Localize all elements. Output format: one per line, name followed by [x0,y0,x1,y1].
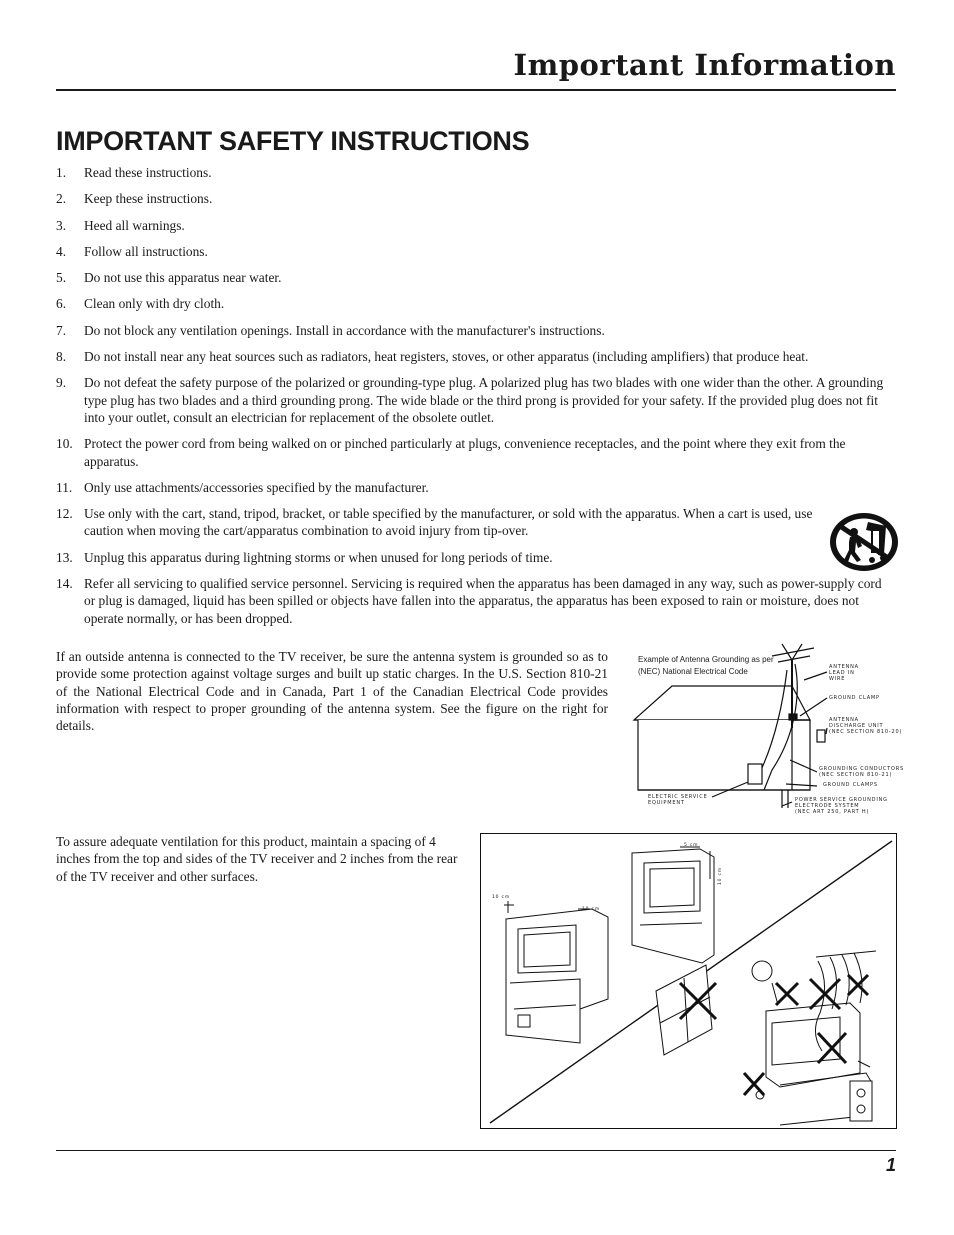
list-item: 14. Refer all servicing to qualified service personnel. Servicing is required when the apparatus has been damaged in any way, such as power-supply cord or plug is damaged, liquid has been spilled or objects have fallen into the apparatus, the apparatus has been exposed to rain or moisture, does not operate normally, or has been dropped. [56,576,882,626]
section-title: IMPORTANT SAFETY INSTRUCTIONS [56,126,530,156]
list-item: 7. Do not block any ventilation openings. Install in accordance with the manufacturer's instructions. [56,322,605,338]
list-item: 2. Keep these instructions. [56,191,213,207]
list-item: 9. Do not defeat the safety purpose of the polarized or grounding-type plug. A polarized plug has two blades with one wider than the other. A grounding type plug has two blades and a third grounding prong. The wide blade or the third prong is provided for your safety. If the provided plug does not fit into your outlet, consult an electrician for replacement of the obsolete outlet. [56,375,884,425]
ventilation-paragraph: To assure adequate ventilation for this product, maintain a spacing of 4 inches from the top and sides of the TV receiver and 2 inches from the rear of the TV receiver and other surfaces. [56,834,458,884]
antenna-grounding-paragraph: If an outside antenna is connected to the TV receiver, be sure the antenna system is grounded so as to provide some protection against voltage surges and built up static charges. In the U.S. Section 810-21 of the National Electrical Code and in Canada, Part 1 of the Canadian Electrical Code provides information with respect to proper grounding of the antenna system. See the figure on the right for details. [56,649,608,734]
list-item: 8. Do not install near any heat sources such as radiators, heat registers, stoves, or other apparatus (including amplifiers) that produce heat. [56,349,809,365]
antenna-grounding-figure: Example of Antenna Grounding as per (NEC) National Electrical Code ANTENNA LEAD IN WIRE GROUND CLAMP ANTENNA DISCHARGE UNIT (NEC SECTION 810-20) GROUNDING CONDUCTORS (NEC SECTION 810-21) GROUND CLAMPS ELECTRIC SERVICE EQUIPMENT POWER SERVICE GROUNDING ELECTRODE SYSTEM (NEC ART 250, PART H) [632,640,902,820]
list-item: 10. Protect the power cord from being walked on or pinched particularly at plugs, convenience receptacles, and the point where they exit from the apparatus. [56,436,846,469]
list-item: 11. Only use attachments/accessories specified by the manufacturer. [56,479,429,495]
header-rule [56,89,896,91]
list-item: 12. Use only with the cart, stand, tripod, bracket, or table specified by the manufacturer, or sold with the apparatus. When a cart is used, use caution when moving the cart/apparatus combination to avoid injury from tip-over. [56,506,813,539]
list-item: 4. Follow all instructions. [56,243,208,259]
dim-left-label: 10 cm [492,895,511,900]
figure-caption: Example of Antenna Grounding as per (NEC) National Electrical Code [638,655,774,676]
list-item: 13. Unplug this apparatus during lightning storms or when unused for long periods of time. [56,549,553,565]
page-header-title: Important Information [513,48,896,82]
list-item: 1. Read these instructions. [56,165,212,180]
ventilation-spacing-figure [480,833,897,1129]
list-item: 6. Clean only with dry cloth. [56,296,225,312]
dim-right-label: 10 cm [582,907,601,912]
page-number: 1 [885,1155,896,1175]
cart-tipover-warning-icon [828,512,900,577]
ventilation-illustration [480,833,897,1129]
dim-top-label: 5 cm [684,843,699,848]
dim-side-label: 10 cm [718,866,724,886]
list-item: 3. Heed all warnings. [56,217,185,233]
footer-rule [56,1150,896,1151]
safety-instructions-list [56,164,896,636]
list-item: 5. Do not use this apparatus near water. [56,270,282,286]
